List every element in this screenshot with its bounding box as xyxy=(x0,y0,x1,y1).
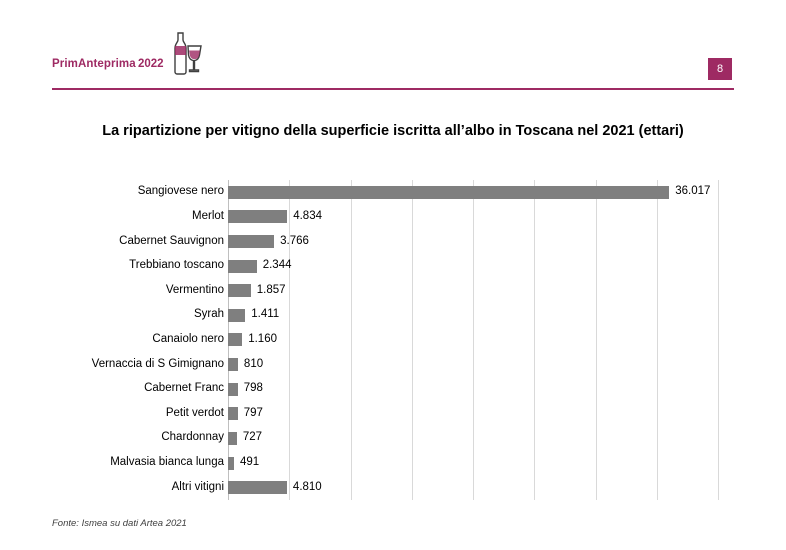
category-label: Canaiolo nero xyxy=(152,332,224,345)
chart-bar-row xyxy=(161,426,718,451)
category-label: Chardonnay xyxy=(161,431,224,444)
header-divider xyxy=(52,88,734,90)
bar-value-label: 1.857 xyxy=(256,283,286,296)
bar-value-label: 810 xyxy=(243,357,264,370)
bar xyxy=(228,235,274,248)
bar xyxy=(228,210,287,223)
bar-value-label: 3.766 xyxy=(280,234,309,247)
chart-bar-row xyxy=(193,303,718,328)
bar-value-label: 1.411 xyxy=(251,308,280,321)
category-label: Merlot xyxy=(192,209,224,222)
bar xyxy=(228,186,669,199)
source-note: Fonte: Ismea su dati Artea 2021 xyxy=(52,518,187,529)
bar xyxy=(228,481,287,494)
category-label: Malvasia bianca lunga xyxy=(110,456,224,469)
chart-bar-row xyxy=(152,328,718,353)
category-label: Vermentino xyxy=(165,283,224,296)
bar-value-label: 727 xyxy=(242,431,263,444)
bar xyxy=(228,358,238,371)
chart-plot-area xyxy=(91,180,718,500)
page-number-badge: 8 xyxy=(708,58,732,80)
bar xyxy=(228,457,234,470)
bar-value-label: 2.344 xyxy=(262,259,292,272)
brand-name: PrimAnteprima xyxy=(52,58,136,70)
bar xyxy=(228,383,238,396)
chart-bar-row xyxy=(165,402,718,427)
chart-bar-row xyxy=(171,475,718,500)
bar-value-label: 491 xyxy=(240,456,260,469)
chart-title: La ripartizione per vitigno della superficie iscritta all’albo in Toscana nel 2021 (ettari) xyxy=(102,123,684,139)
category-label: Trebbiano toscano xyxy=(129,259,224,272)
chart-bar-row xyxy=(165,278,718,303)
chart-bar-row xyxy=(137,180,718,205)
bar-value-label: 797 xyxy=(243,406,263,419)
category-label: Cabernet Franc xyxy=(144,382,224,395)
chart-bar-row xyxy=(192,205,718,230)
category-label: Sangiovese nero xyxy=(137,185,224,198)
bar-value-label: 4.834 xyxy=(293,209,322,222)
bar-value-label: 36.017 xyxy=(675,185,711,198)
slide-header xyxy=(0,0,786,90)
bar xyxy=(228,260,257,273)
bar xyxy=(228,284,251,297)
category-label: Petit verdot xyxy=(165,406,224,419)
bar xyxy=(228,407,238,420)
chart-bar-row xyxy=(91,352,718,377)
chart-bar-row xyxy=(119,229,718,254)
bar xyxy=(228,432,237,445)
bar-value-label: 1.160 xyxy=(248,332,277,345)
bar xyxy=(228,309,245,322)
category-label: Altri vitigni xyxy=(171,480,224,493)
brand-year: 2022 xyxy=(138,58,164,70)
category-label: Vernaccia di S Gimignano xyxy=(91,357,224,370)
bar-value-label: 798 xyxy=(243,382,263,395)
chart-bar-row xyxy=(129,254,718,279)
chart-bar-row xyxy=(144,377,718,402)
category-label: Cabernet Sauvignon xyxy=(119,234,224,247)
wine-bottle-and-glass-icon xyxy=(164,30,206,76)
bar-value-label: 4.810 xyxy=(292,480,322,493)
gridline xyxy=(718,180,719,500)
chart-bar-row xyxy=(110,451,718,476)
category-label: Syrah xyxy=(193,308,224,321)
bar-chart xyxy=(0,175,786,505)
bar xyxy=(228,333,242,346)
